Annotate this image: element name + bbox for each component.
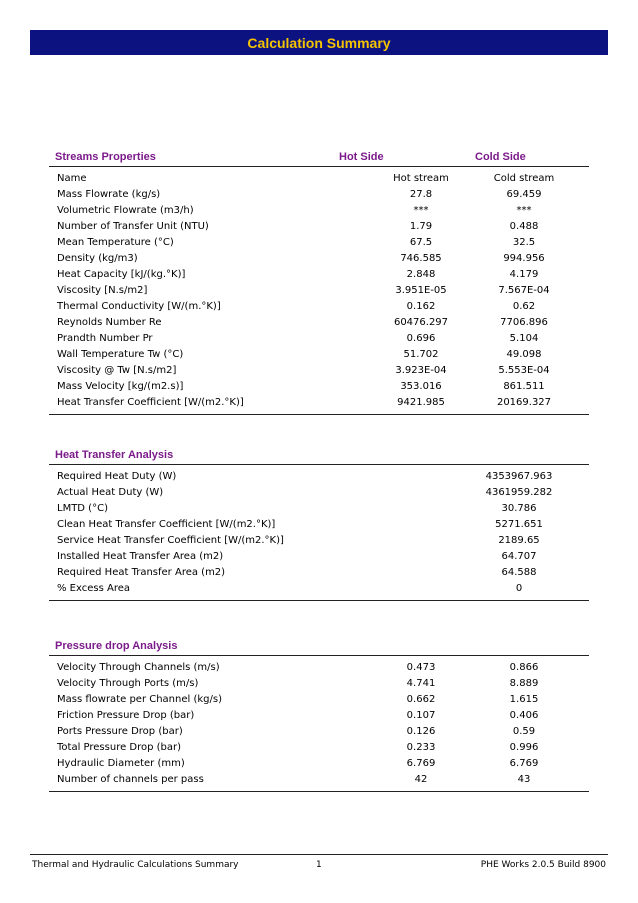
row-value: Hot stream xyxy=(393,173,449,184)
row-label: Total Pressure Drop (bar) xyxy=(57,742,182,753)
table-row xyxy=(49,395,589,411)
table-row xyxy=(49,565,589,581)
row-value: 353.016 xyxy=(400,381,442,392)
row-label: Wall Temperature Tw (°C) xyxy=(57,349,184,360)
streams-heading: Streams Properties xyxy=(55,151,156,163)
row-value: 32.5 xyxy=(512,237,536,248)
table-row xyxy=(49,517,589,533)
row-value: 0.488 xyxy=(509,221,539,232)
cold-side-heading: Cold Side xyxy=(475,151,526,163)
table-row xyxy=(49,581,589,597)
row-value: 5271.651 xyxy=(495,519,543,530)
pressure-drop-heading: Pressure drop Analysis xyxy=(55,640,178,652)
table-row xyxy=(49,331,589,347)
row-value: 4.179 xyxy=(509,269,539,280)
page-title-banner xyxy=(30,30,608,55)
table-row xyxy=(49,299,589,315)
row-value: *** xyxy=(516,205,532,216)
row-value: 1.615 xyxy=(509,694,539,705)
row-value: 6.769 xyxy=(406,758,436,769)
table-row xyxy=(49,469,589,485)
row-value: 0.696 xyxy=(406,333,436,344)
row-label: % Excess Area xyxy=(57,583,131,594)
row-label: Required Heat Duty (W) xyxy=(57,471,177,482)
row-label: Installed Heat Transfer Area (m2) xyxy=(57,551,224,562)
table-row xyxy=(49,203,589,219)
row-value: 4.741 xyxy=(406,678,436,689)
row-value: 0 xyxy=(515,583,523,594)
row-value: 51.702 xyxy=(403,349,439,360)
row-value: 3.923E-04 xyxy=(395,365,447,376)
table-row xyxy=(49,283,589,299)
heat-transfer-section xyxy=(49,446,589,601)
row-label: Number of channels per pass xyxy=(57,774,204,785)
row-value: 4353967.963 xyxy=(485,471,553,482)
table-row xyxy=(49,379,589,395)
table-row xyxy=(49,549,589,565)
table-row xyxy=(49,187,589,203)
row-value: 64.707 xyxy=(501,551,537,562)
table-row xyxy=(49,171,589,187)
streams-properties-section xyxy=(49,148,589,415)
row-label: Heat Transfer Coefficient [W/(m2.°K)] xyxy=(57,397,244,408)
row-label: Viscosity @ Tw [N.s/m2] xyxy=(57,365,177,376)
pressure-drop-section xyxy=(49,637,589,792)
row-value: 0.62 xyxy=(512,301,536,312)
row-label: Viscosity [N.s/m2] xyxy=(57,285,148,296)
footer-page-number: 1 xyxy=(316,860,322,870)
row-label: Heat Capacity [kJ/(kg.°K)] xyxy=(57,269,186,280)
table-row xyxy=(49,533,589,549)
row-value: 0.126 xyxy=(406,726,436,737)
table-row xyxy=(49,676,589,692)
row-value: 30.786 xyxy=(501,503,537,514)
row-label: Service Heat Transfer Coefficient [W/(m2.°K)] xyxy=(57,535,284,546)
row-value: 60476.297 xyxy=(393,317,449,328)
table-row xyxy=(49,267,589,283)
row-label: Hydraulic Diameter (mm) xyxy=(57,758,185,769)
table-row xyxy=(49,501,589,517)
row-value: Cold stream xyxy=(493,173,555,184)
row-value: 69.459 xyxy=(506,189,542,200)
row-value: 0.59 xyxy=(512,726,536,737)
row-value: 9421.985 xyxy=(397,397,445,408)
table-row xyxy=(49,363,589,379)
row-value: 4361959.282 xyxy=(485,487,553,498)
row-value: 49.098 xyxy=(506,349,542,360)
row-label: Reynolds Number Re xyxy=(57,317,162,328)
footer-software-version: PHE Works 2.0.5 Build 8900 xyxy=(480,860,606,870)
row-value: 27.8 xyxy=(409,189,433,200)
table-row xyxy=(49,485,589,501)
row-label: Mass Flowrate (kg/s) xyxy=(57,189,161,200)
row-label: Number of Transfer Unit (NTU) xyxy=(57,221,209,232)
table-row xyxy=(49,756,589,772)
row-label: Clean Heat Transfer Coefficient [W/(m2.°K)] xyxy=(57,519,276,530)
table-row xyxy=(49,692,589,708)
table-row xyxy=(49,660,589,676)
row-label: Ports Pressure Drop (bar) xyxy=(57,726,183,737)
row-value: 2189.65 xyxy=(498,535,540,546)
row-value: 5.104 xyxy=(509,333,539,344)
row-value: 43 xyxy=(517,774,531,785)
heat-transfer-rows xyxy=(49,465,589,601)
row-value: 861.511 xyxy=(503,381,545,392)
row-label: Velocity Through Channels (m/s) xyxy=(57,662,220,673)
streams-properties-header xyxy=(49,148,589,167)
row-value: 5.553E-04 xyxy=(498,365,550,376)
row-value: 1.79 xyxy=(409,221,433,232)
row-label: Density (kg/m3) xyxy=(57,253,138,264)
row-value: 8.889 xyxy=(509,678,539,689)
row-value: 67.5 xyxy=(409,237,433,248)
row-value: 0.866 xyxy=(509,662,539,673)
row-label: Thermal Conductivity [W/(m.°K)] xyxy=(57,301,221,312)
row-value: 2.848 xyxy=(406,269,436,280)
row-label: Velocity Through Ports (m/s) xyxy=(57,678,199,689)
row-label: Mass Velocity [kg/(m2.s)] xyxy=(57,381,184,392)
row-value: 20169.327 xyxy=(496,397,552,408)
row-label: LMTD (°C) xyxy=(57,503,108,514)
row-value: 0.662 xyxy=(406,694,436,705)
table-row xyxy=(49,235,589,251)
row-value: 746.585 xyxy=(400,253,442,264)
table-row xyxy=(49,708,589,724)
pressure-drop-rows xyxy=(49,656,589,792)
heat-transfer-header xyxy=(49,446,589,465)
row-label: Name xyxy=(57,173,87,184)
row-label: Mean Temperature (°C) xyxy=(57,237,174,248)
table-row xyxy=(49,724,589,740)
table-row xyxy=(49,219,589,235)
row-value: *** xyxy=(413,205,429,216)
row-value: 0.162 xyxy=(406,301,436,312)
table-row xyxy=(49,315,589,331)
row-label: Actual Heat Duty (W) xyxy=(57,487,164,498)
row-value: 0.996 xyxy=(509,742,539,753)
page-title: Calculation Summary xyxy=(247,34,391,51)
table-row xyxy=(49,740,589,756)
table-row xyxy=(49,251,589,267)
row-label: Prandth Number Pr xyxy=(57,333,153,344)
heat-transfer-heading: Heat Transfer Analysis xyxy=(55,449,174,461)
row-value: 6.769 xyxy=(509,758,539,769)
row-label: Volumetric Flowrate (m3/h) xyxy=(57,205,194,216)
row-label: Friction Pressure Drop (bar) xyxy=(57,710,195,721)
row-label: Mass flowrate per Channel (kg/s) xyxy=(57,694,222,705)
row-value: 3.951E-05 xyxy=(395,285,447,296)
row-value: 0.107 xyxy=(406,710,436,721)
pressure-drop-header xyxy=(49,637,589,656)
footer-document-title: Thermal and Hydraulic Calculations Summary xyxy=(32,860,239,870)
row-value: 994.956 xyxy=(503,253,545,264)
row-value: 42 xyxy=(414,774,428,785)
row-label: Required Heat Transfer Area (m2) xyxy=(57,567,226,578)
hot-side-heading: Hot Side xyxy=(339,151,384,163)
row-value: 0.473 xyxy=(406,662,436,673)
table-row xyxy=(49,772,589,788)
row-value: 7706.896 xyxy=(500,317,548,328)
table-row xyxy=(49,347,589,363)
streams-rows xyxy=(49,167,589,415)
page-footer xyxy=(30,854,608,874)
row-value: 0.233 xyxy=(406,742,436,753)
row-value: 64.588 xyxy=(501,567,537,578)
row-value: 7.567E-04 xyxy=(498,285,550,296)
row-value: 0.406 xyxy=(509,710,539,721)
